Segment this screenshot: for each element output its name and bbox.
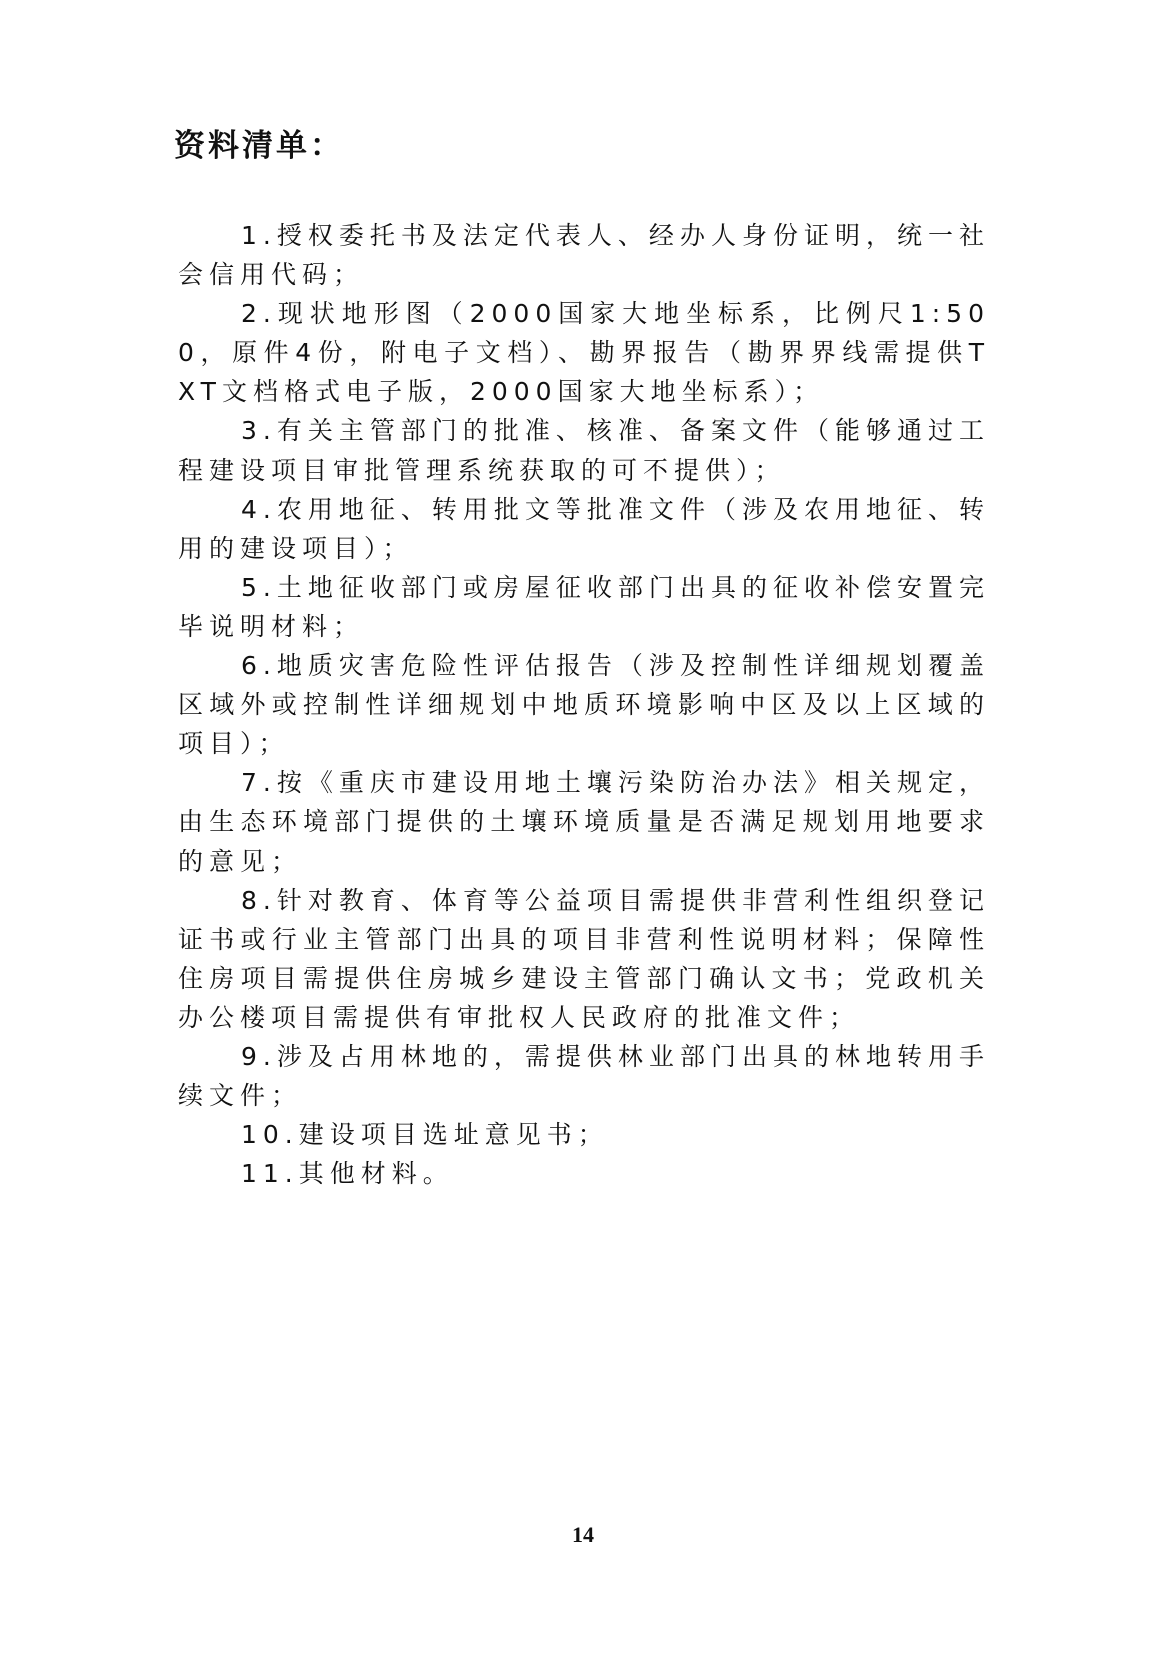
page-title: 资料清单： xyxy=(174,128,344,164)
list-item: 4.农用地征、转用批文等批准文件（涉及农用地征、转用的建设项目）； xyxy=(178,494,990,563)
list-item: 10.建设项目选址意见书； xyxy=(241,1120,609,1150)
list-item: 6.地质灾害危险性评估报告（涉及控制性详细规划覆盖区域外或控制性详细规划中地质环境影响中区及以上区域的项目）； xyxy=(178,651,990,759)
list-item: 9.涉及占用林地的，需提供林业部门出具的林地转用手续文件； xyxy=(178,1041,990,1111)
page-number: 14 xyxy=(572,1522,594,1547)
list-item: 5.土地征收部门或房屋征收部门出具的征收补偿安置完毕说明材料； xyxy=(178,572,990,641)
list-item: 2.现状地形图（2000国家大地坐标系，比例尺1:500，原件4份，附电子文档）、勘界报告（勘界界线需提供TXT文档格式电子版，2000国家大地坐标系）； xyxy=(178,299,990,407)
list-item: 7.按《重庆市建设用地土壤污染防治办法》相关规定，由生态环境部门提供的土壤环境质量是否满足规划用地要求的意见； xyxy=(178,768,990,876)
list-item: 3.有关主管部门的批准、核准、备案文件（能够通过工程建设项目审批管理系统获取的可不提供）； xyxy=(178,416,990,485)
materials-list xyxy=(178,216,990,1193)
list-item: 1.授权委托书及法定代表人、经办人身份证明，统一社会信用代码； xyxy=(178,221,990,290)
list-item: 8.针对教育、体育等公益项目需提供非营利性组织登记证书或行业主管部门出具的项目非营利性说明材料；保障性住房项目需提供住房城乡建设主管部门确认文书；党政机关办公楼项目需提供有审批权人民政府的批准文件； xyxy=(178,885,990,1032)
list-item: 11.其他材料。 xyxy=(241,1159,454,1189)
